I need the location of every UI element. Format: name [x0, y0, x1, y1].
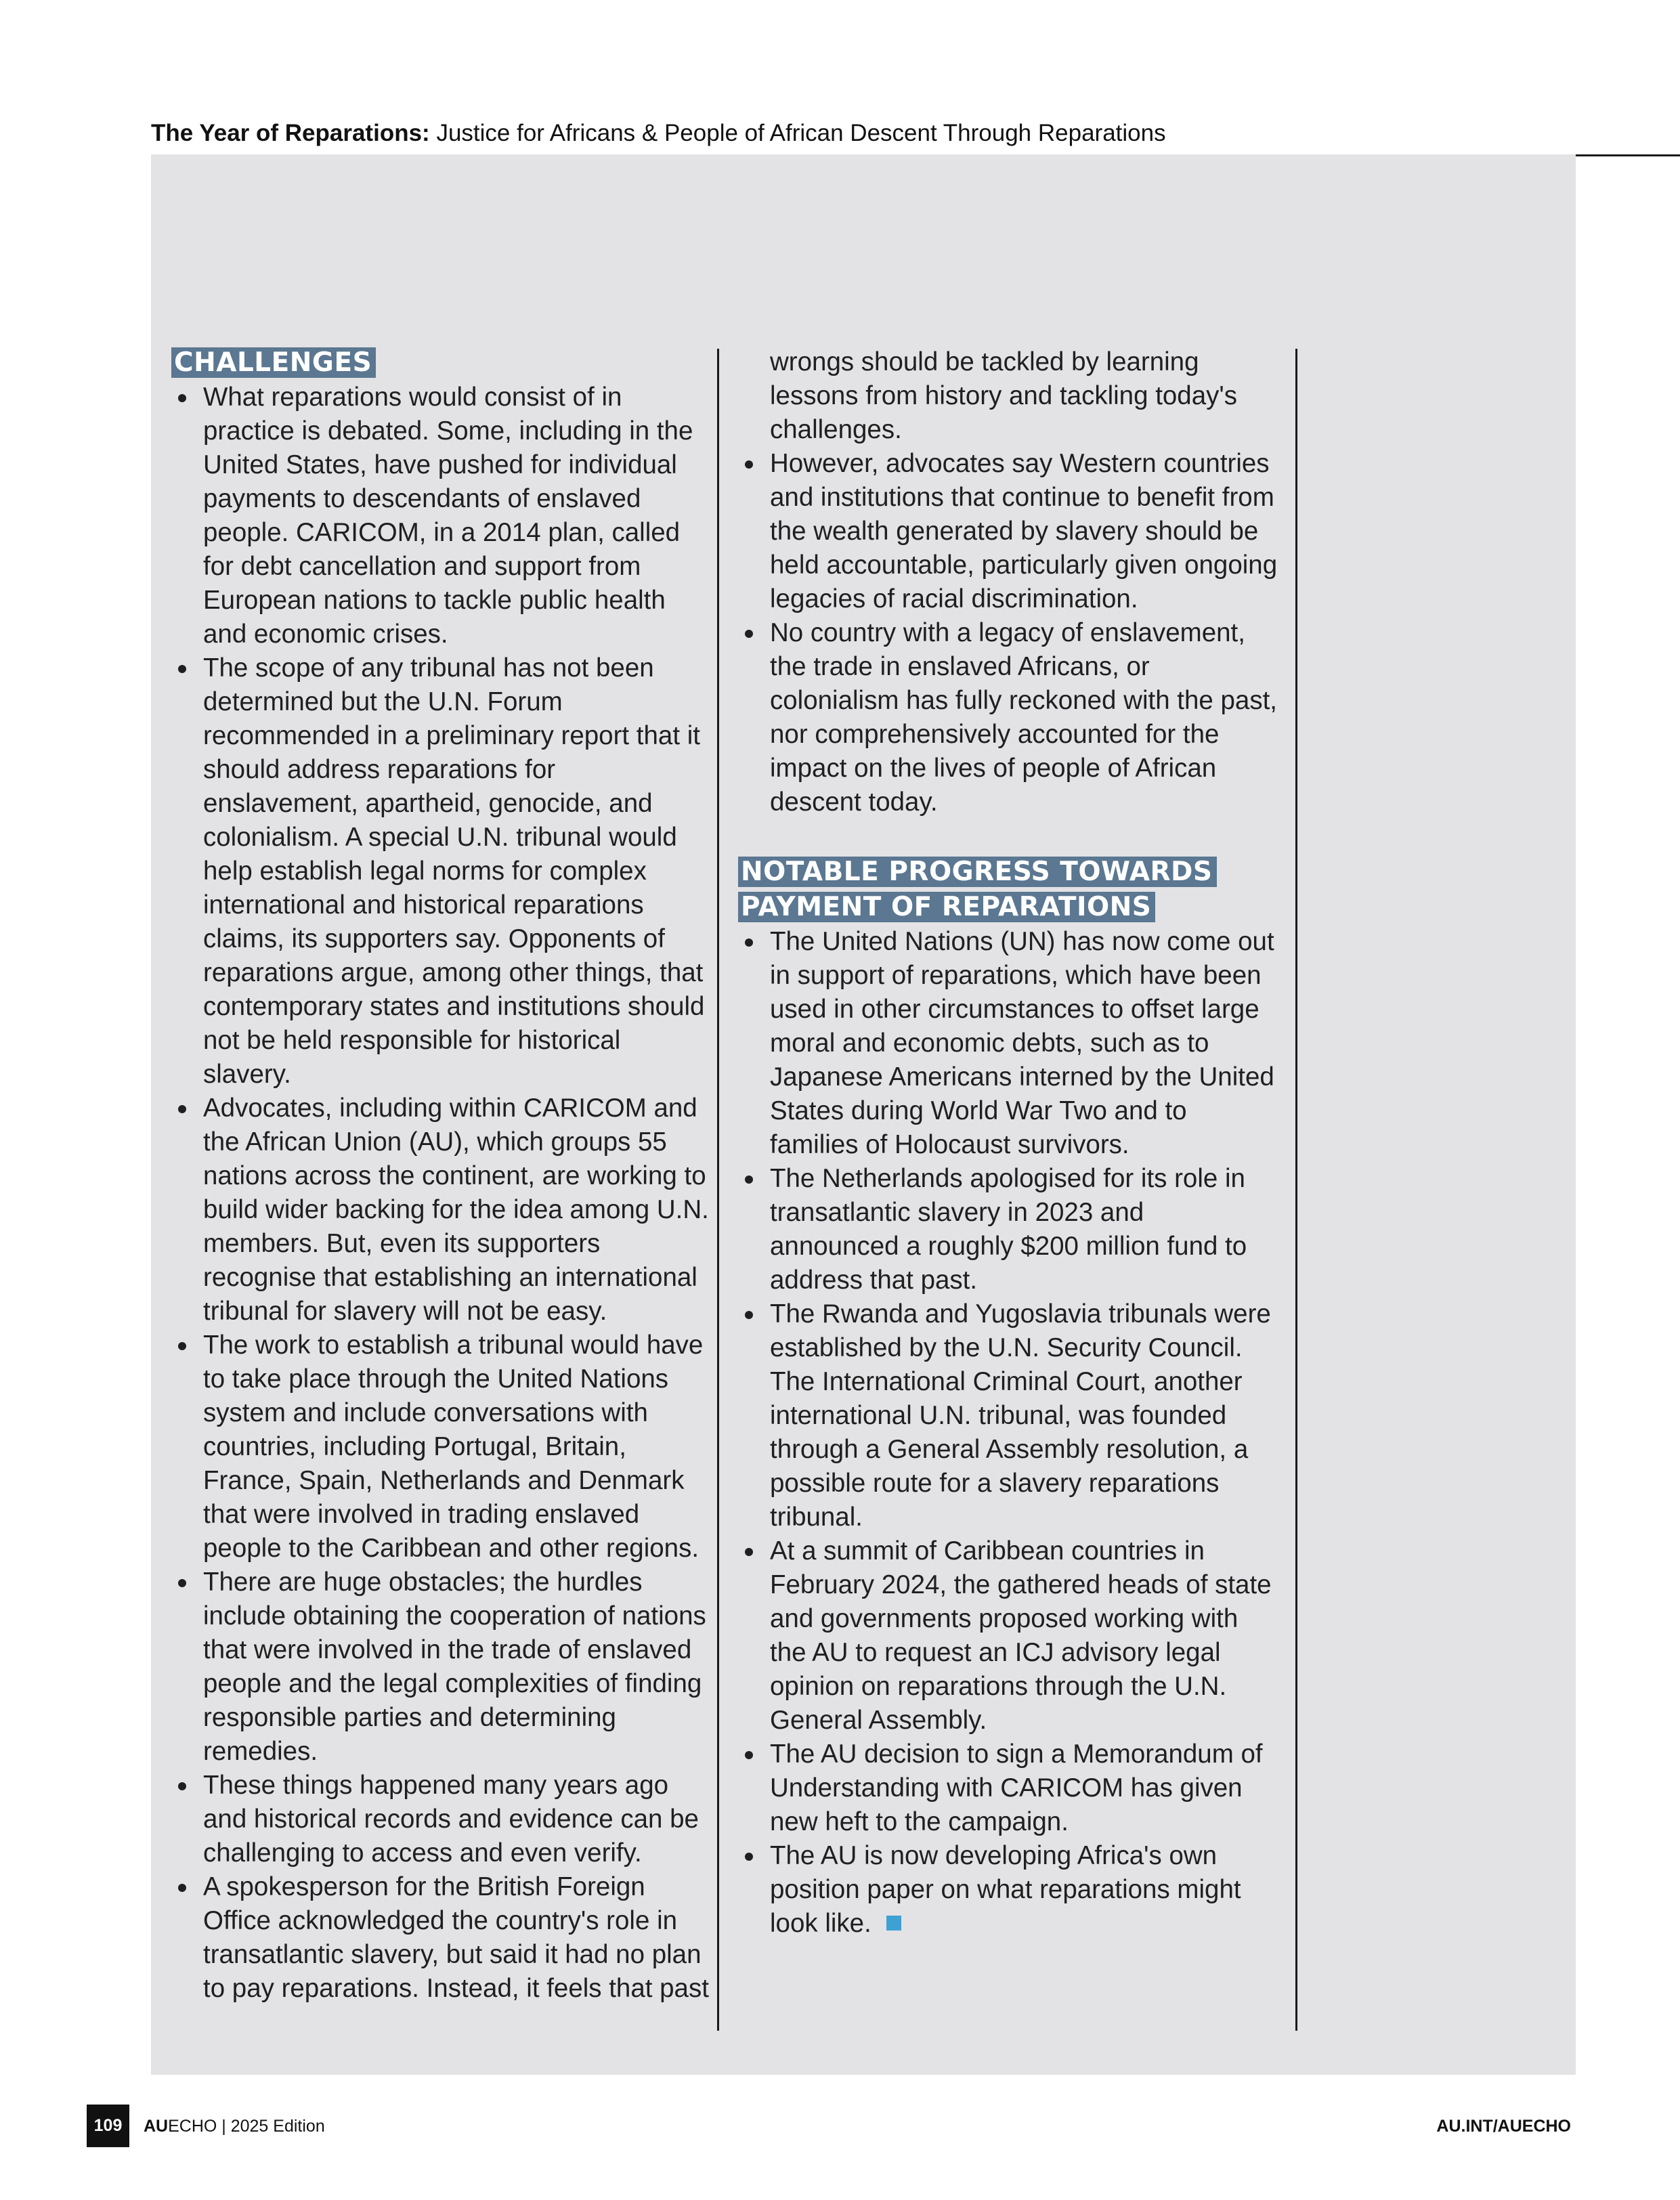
list-item: The Rwanda and Yugoslavia tribunals were established by the U.N. Security Council. The International Criminal Court, another international U.N. tribunal, was founded through a General Assembly resolution, a possible route for a slavery reparations tribunal.	[738, 1297, 1280, 1534]
list-item: There are huge obstacles; the hurdles include obtaining the cooperation of nations that were involved in the trade of enslaved people and the legal complexities of finding responsible parties and determining remedies.	[171, 1566, 713, 1769]
list-item: No country with a legacy of enslavement, the trade in enslaved Africans, or colonialism has fully reckoned with the past, nor comprehensively accounted for the impact on the lives of people of African descent today.	[738, 616, 1280, 819]
progress-heading	[738, 855, 1253, 925]
progress-heading-text: NOTABLE PROGRESS TOWARDS PAYMENT OF REPARATIONS	[738, 857, 1217, 922]
list-item: The work to establish a tribunal would have to take place through the United Nations system and include conversations with countries, including Portugal, Britain, France, Spain, Netherlands and Denmark that were involved in trading enslaved people to the Caribbean and other regions.	[171, 1329, 713, 1566]
list-item-text: The AU is now developing Africa's own position paper on what reparations might look like.	[770, 1841, 1241, 1938]
list-item: What reparations would consist of in practice is debated. Some, including in the United States, have pushed for individual payments to descendants of enslaved people. CARICOM, in a 2014 plan, called for debt cancellation and support from European nations to tackle public health and economic crises.	[171, 381, 713, 651]
header-title-bold: The Year of Reparations:	[151, 120, 430, 146]
challenges-list-continued	[738, 447, 1280, 819]
list-item	[738, 1839, 1280, 1941]
list-item: The Netherlands apologised for its role in transatlantic slavery in 2023 and announced a roughly $200 million fund to address that past.	[738, 1162, 1280, 1297]
header-title-rest: Justice for Africans & People of African Descent Through Reparations	[436, 120, 1166, 146]
footer-url[interactable]: AU.INT/AUECHO	[1436, 2117, 1571, 2136]
footer-publication	[144, 2111, 325, 2141]
column-right	[738, 345, 1280, 1941]
list-item: However, advocates say Western countries and institutions that continue to benefit from the wealth generated by slavery should be held accountable, particularly given ongoing legacies of racial discrimination.	[738, 447, 1280, 616]
list-item: These things happened many years ago and historical records and evidence can be challenging to access and even verify.	[171, 1769, 713, 1870]
list-item: The United Nations (UN) has now come out in support of reparations, which have been used in other circumstances to offset large moral and economic debts, such as to Japanese Americans interned by the United States during World War Two and to families of Holocaust survivors.	[738, 925, 1280, 1162]
continued-paragraph: wrongs should be tackled by learning lessons from history and tackling today's challenges.	[770, 347, 1237, 444]
column-left	[171, 345, 713, 2006]
footer-brand-rest: ECHO | 2025 Edition	[168, 2117, 325, 2136]
column-divider-right	[1295, 349, 1297, 2031]
list-item: Advocates, including within CARICOM and the African Union (AU), which groups 55 nations across the continent, are working to build wider backing for the idea among U.N. members. But, even its supporters recognise that establishing an international tribunal for slavery will not be easy.	[171, 1092, 713, 1329]
challenges-heading	[171, 345, 713, 381]
page-number: 109	[87, 2105, 129, 2147]
running-header	[151, 116, 1680, 156]
challenges-heading-text: CHALLENGES	[171, 347, 376, 378]
list-item: The scope of any tribunal has not been determined but the U.N. Forum recommended in a preliminary report that it should address reparations for enslavement, apartheid, genocide, and colonialism. A special U.N. tribunal would help establish legal norms for complex international and historical reparations claims, its supporters say. Opponents of reparations argue, among other things, that contemporary states and institutions should not be held responsible for historical slavery.	[171, 651, 713, 1092]
list-item: At a summit of Caribbean countries in February 2024, the gathered heads of state and governments proposed working with the AU to request an ICJ advisory legal opinion on reparations through the U.N. General Assembly.	[738, 1534, 1280, 1738]
progress-list	[738, 925, 1280, 1941]
footer-brand-bold: AU	[144, 2117, 169, 2136]
list-item: The AU decision to sign a Memorandum of Understanding with CARICOM has given new heft to the campaign.	[738, 1738, 1280, 1839]
list-item: A spokesperson for the British Foreign Office acknowledged the country's role in transatlantic slavery, but said it had no plan to pay reparations. Instead, it feels that past	[171, 1870, 713, 2006]
end-of-article-mark	[886, 1916, 901, 1931]
column-divider-left	[717, 349, 719, 2031]
challenges-list	[171, 381, 713, 2006]
